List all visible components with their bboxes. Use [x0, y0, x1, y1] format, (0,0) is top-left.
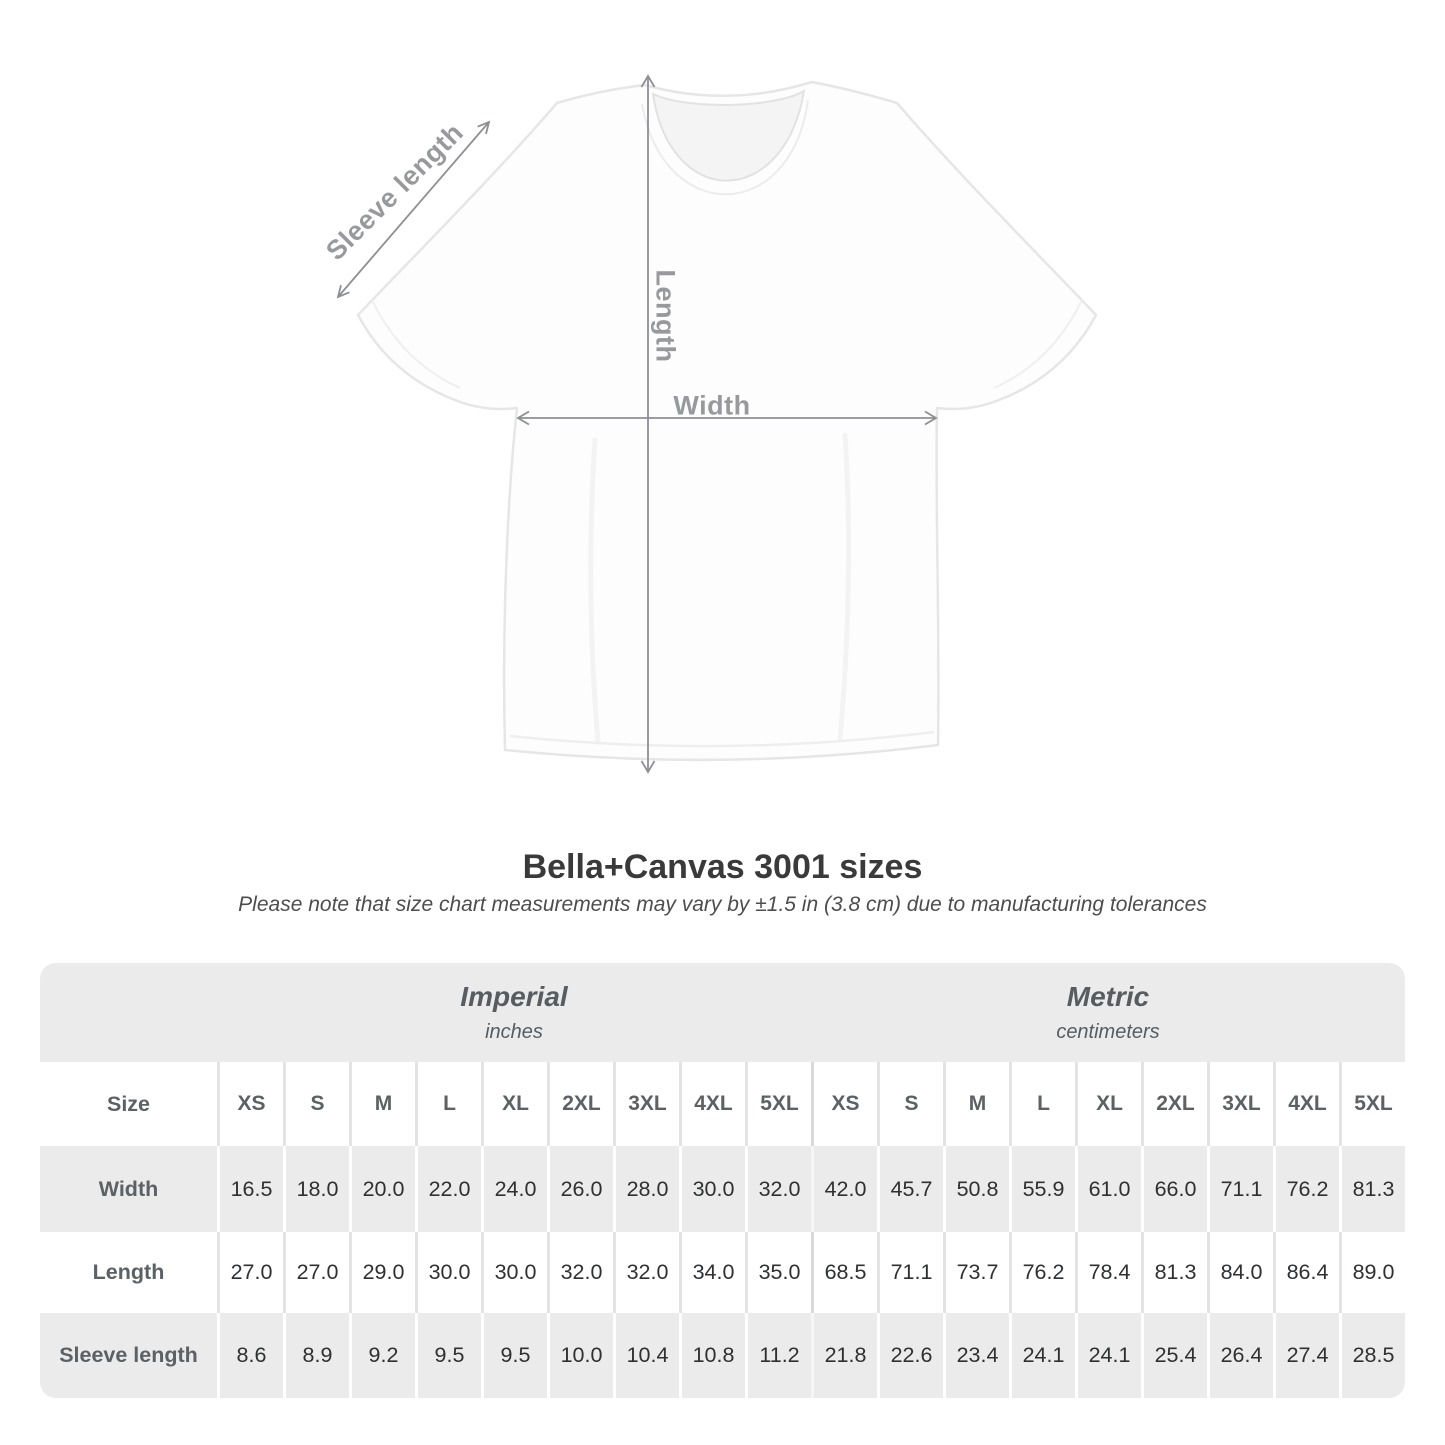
- sleeve-metric-cell: 24.1: [1009, 1313, 1075, 1398]
- size-col-header-metric: 4XL: [1273, 1062, 1339, 1146]
- sleeve-imperial-cell: 9.5: [415, 1313, 481, 1398]
- length-metric-cell: 84.0: [1207, 1232, 1273, 1313]
- length-metric-cell: 81.3: [1141, 1232, 1207, 1313]
- imperial-section-title: Imperial: [460, 981, 568, 1012]
- size-row-label: Size: [40, 1062, 217, 1146]
- width-metric-cell: 45.7: [877, 1146, 943, 1232]
- size-col-header-metric: L: [1009, 1062, 1075, 1146]
- width-imperial-cell: 16.5: [217, 1146, 283, 1232]
- sleeve-imperial-cell: 8.6: [217, 1313, 283, 1398]
- width-imperial-cell: 30.0: [679, 1146, 745, 1232]
- length-row-label: Length: [40, 1232, 217, 1313]
- length-imperial-cell: 34.0: [679, 1232, 745, 1313]
- length-imperial-cell: 29.0: [349, 1232, 415, 1313]
- imperial-section-header: [217, 963, 811, 1062]
- length-metric-cell: 89.0: [1339, 1232, 1405, 1313]
- table-band-corner: [40, 963, 217, 1062]
- width-label: Width: [673, 390, 751, 421]
- sleeve-imperial-cell: 10.4: [613, 1313, 679, 1398]
- tshirt-measurement-diagram: [280, 50, 1100, 810]
- length-metric-cell: 68.5: [811, 1232, 877, 1313]
- width-metric-cell: 81.3: [1339, 1146, 1405, 1232]
- sleeve-metric-cell: 26.4: [1207, 1313, 1273, 1398]
- length-imperial-cell: 30.0: [415, 1232, 481, 1313]
- length-imperial-cell: 35.0: [745, 1232, 811, 1313]
- length-imperial-cell: 27.0: [283, 1232, 349, 1313]
- width-imperial-cell: 24.0: [481, 1146, 547, 1232]
- length-imperial-cell: 27.0: [217, 1232, 283, 1313]
- width-metric-cell: 55.9: [1009, 1146, 1075, 1232]
- size-col-header-metric: XL: [1075, 1062, 1141, 1146]
- width-metric-cell: 76.2: [1273, 1146, 1339, 1232]
- sleeve-metric-cell: 27.4: [1273, 1313, 1339, 1398]
- sleeve-imperial-cell: 9.2: [349, 1313, 415, 1398]
- size-col-header-imperial: M: [349, 1062, 415, 1146]
- width-metric-cell: 50.8: [943, 1146, 1009, 1232]
- size-col-header-imperial: S: [283, 1062, 349, 1146]
- sleeve-metric-cell: 22.6: [877, 1313, 943, 1398]
- width-imperial-cell: 28.0: [613, 1146, 679, 1232]
- sleeve-imperial-cell: 10.8: [679, 1313, 745, 1398]
- width-imperial-cell: 26.0: [547, 1146, 613, 1232]
- size-col-header-metric: 3XL: [1207, 1062, 1273, 1146]
- length-imperial-cell: 30.0: [481, 1232, 547, 1313]
- length-metric-cell: 78.4: [1075, 1232, 1141, 1313]
- length-imperial-cell: 32.0: [613, 1232, 679, 1313]
- width-metric-cell: 71.1: [1207, 1146, 1273, 1232]
- size-col-header-imperial: XS: [217, 1062, 283, 1146]
- size-col-header-metric: S: [877, 1062, 943, 1146]
- length-imperial-cell: 32.0: [547, 1232, 613, 1313]
- sleeve-metric-cell: 25.4: [1141, 1313, 1207, 1398]
- length-label: Length: [650, 269, 681, 363]
- width-metric-cell: 42.0: [811, 1146, 877, 1232]
- sleeve-metric-cell: 21.8: [811, 1313, 877, 1398]
- width-row-label: Width: [40, 1146, 217, 1232]
- metric-section-unit: centimeters: [1056, 1021, 1160, 1043]
- size-col-header-imperial: 4XL: [679, 1062, 745, 1146]
- size-col-header-imperial: 2XL: [547, 1062, 613, 1146]
- imperial-section-unit: inches: [485, 1021, 543, 1043]
- length-metric-cell: 76.2: [1009, 1232, 1075, 1313]
- sleeve-length-label: Sleeve length: [320, 117, 470, 267]
- sleeve-imperial-cell: 11.2: [745, 1313, 811, 1398]
- sleeve-imperial-cell: 9.5: [481, 1313, 547, 1398]
- sleeve-metric-cell: 23.4: [943, 1313, 1009, 1398]
- width-imperial-cell: 22.0: [415, 1146, 481, 1232]
- size-col-header-imperial: 3XL: [613, 1062, 679, 1146]
- length-metric-cell: 86.4: [1273, 1232, 1339, 1313]
- sleeve-metric-cell: 28.5: [1339, 1313, 1405, 1398]
- sleeve-imperial-cell: 10.0: [547, 1313, 613, 1398]
- sleeve-row-label: Sleeve length: [40, 1313, 217, 1398]
- metric-section-header: [811, 963, 1405, 1062]
- metric-section-title: Metric: [1066, 981, 1150, 1012]
- size-col-header-imperial: L: [415, 1062, 481, 1146]
- width-metric-cell: 66.0: [1141, 1146, 1207, 1232]
- size-col-header-metric: XS: [811, 1062, 877, 1146]
- length-metric-cell: 73.7: [943, 1232, 1009, 1313]
- tolerance-note: Please note that size chart measurements may vary by ±1.5 in (3.8 cm) due to manufacturing tolerances: [238, 893, 1207, 916]
- size-col-header-imperial: XL: [481, 1062, 547, 1146]
- width-metric-cell: 61.0: [1075, 1146, 1141, 1232]
- width-imperial-cell: 20.0: [349, 1146, 415, 1232]
- size-col-header-imperial: 5XL: [745, 1062, 811, 1146]
- sleeve-metric-cell: 24.1: [1075, 1313, 1141, 1398]
- page-title: Bella+Canvas 3001 sizes: [522, 848, 923, 886]
- sleeve-imperial-cell: 8.9: [283, 1313, 349, 1398]
- size-col-header-metric: 5XL: [1339, 1062, 1405, 1146]
- size-table: [40, 963, 1405, 1398]
- length-metric-cell: 71.1: [877, 1232, 943, 1313]
- width-imperial-cell: 32.0: [745, 1146, 811, 1232]
- width-imperial-cell: 18.0: [283, 1146, 349, 1232]
- size-col-header-metric: M: [943, 1062, 1009, 1146]
- size-col-header-metric: 2XL: [1141, 1062, 1207, 1146]
